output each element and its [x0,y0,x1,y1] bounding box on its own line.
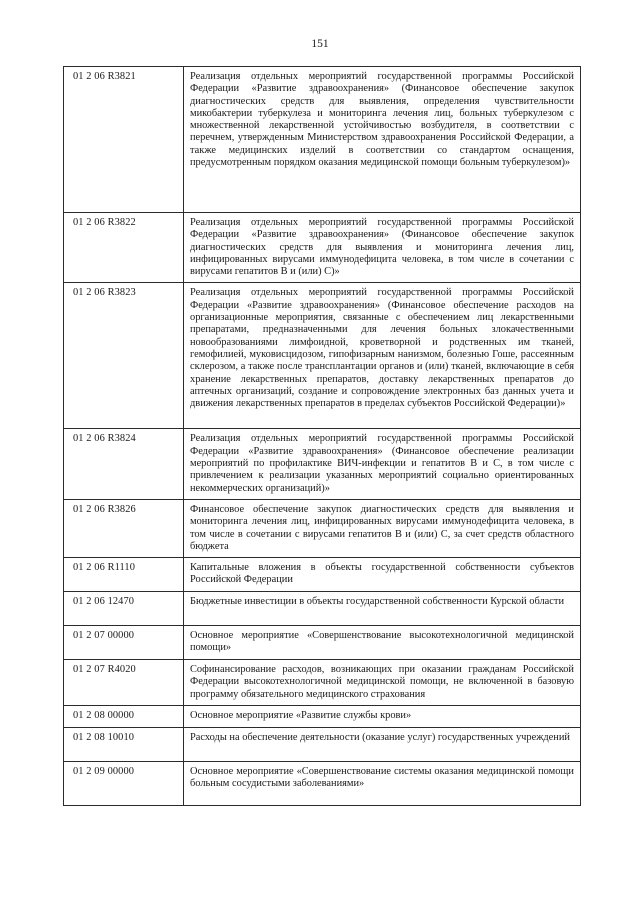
row-code: 01 2 06 R3823 [64,283,184,429]
table-row [64,728,581,762]
row-description: Реализация отдельных мероприятий государственной программы Российской Федерации «Развитие здравоохранения» (Финансовое обеспечение расходов на организационные мероприятия, связанные с обеспечением лиц лекарственными препаратами, предназначенными для лечения больных злокачественными новообразованиями лимфоидной, кроветворной и родственных им тканей, гемофилией, муковисцидозом, гипофизарным нанизмом, болезнью Гоше, рассеянным склерозом, а также после трансплантации органов и (или) тканей, включающие в себя хранение лекарственных препаратов, доставку лекарственных препаратов до аптечных организаций, создание и сопровождение электронных баз данных учета и движения лекарственных препаратов в пределах субъектов Российской Федерации)» [184,283,581,429]
row-code: 01 2 07 00000 [64,626,184,660]
table-row [64,558,581,592]
row-description: Реализация отдельных мероприятий государственной программы Российской Федерации «Развитие здравоохранения» (Финансовое обеспечение закупок диагностических средств для выявления и мониторинга лечения лиц, инфицированных вирусами иммунодефицита человека, в том числе в сочетании с вирусами гепатитов В и (или) С)» [184,213,581,283]
row-code: 01 2 06 R3822 [64,213,184,283]
row-description: Реализация отдельных мероприятий государственной программы Российской Федерации «Развитие здравоохранения» (Финансовое обеспечение реализации мероприятий по профилактике ВИЧ-инфекции и гепатитов В и С, в том числе с привлечением к реализации указанных мероприятий социально ориентированных некоммерческих организаций)» [184,429,581,499]
row-code: 01 2 08 10010 [64,728,184,762]
page-number: 151 [311,38,329,50]
row-description: Основное мероприятие «Совершенствование высокотехнологичной медицинской помощи» [184,626,581,660]
row-description: Основное мероприятие «Совершенствование системы оказания медицинской помощи больным сосудистыми заболеваниями» [184,762,581,806]
row-code: 01 2 06 12470 [64,592,184,626]
table-row [64,626,581,660]
table-row [64,283,581,429]
row-code: 01 2 08 00000 [64,706,184,728]
row-description: Основное мероприятие «Развитие службы крови» [184,706,581,728]
table-row [64,660,581,706]
table-row [64,213,581,283]
row-code: 01 2 07 R4020 [64,660,184,706]
table-row [64,592,581,626]
row-description: Финансовое обеспечение закупок диагностических средств для выявления и мониторинга лечения лиц, инфицированных вирусами иммунодефицита человека, в том числе в сочетании с вирусами гепатитов В и (или) С, за счет средств областного бюджета [184,499,581,557]
row-code: 01 2 06 R3821 [64,67,184,213]
row-description: Расходы на обеспечение деятельности (оказание услуг) государственных учреждений [184,728,581,762]
row-code: 01 2 06 R1110 [64,558,184,592]
table-row [64,706,581,728]
row-code: 01 2 06 R3826 [64,499,184,557]
table-row [64,429,581,499]
row-description: Капитальные вложения в объекты государственной собственности субъектов Российской Федерации [184,558,581,592]
row-description: Бюджетные инвестиции в объекты государственной собственности Курской области [184,592,581,626]
budget-classification-table [63,66,581,806]
row-description: Софинансирование расходов, возникающих при оказании гражданам Российской Федерации высокотехнологичной медицинской помощи, не включенной в базовую программу обязательного медицинского страхования [184,660,581,706]
row-description: Реализация отдельных мероприятий государственной программы Российской Федерации «Развитие здравоохранения» (Финансовое обеспечение закупок диагностических средств для выявления, определения чувствительности микобактерии туберкулеза и мониторинга лечения лиц, больных туберкулезом с множественной лекарственной устойчивостью возбудителя, в соответствии с перечнем, утвержденным Министерством здравоохранения Российской Федерации, а также медицинских изделий в соответствии со стандартом оснащения, предусмотренным порядком оказания медицинской помощи больным туберкулезом)» [184,67,581,213]
table-row [64,499,581,557]
row-code: 01 2 06 R3824 [64,429,184,499]
row-code: 01 2 09 00000 [64,762,184,806]
table-row [64,762,581,806]
table-row [64,67,581,213]
